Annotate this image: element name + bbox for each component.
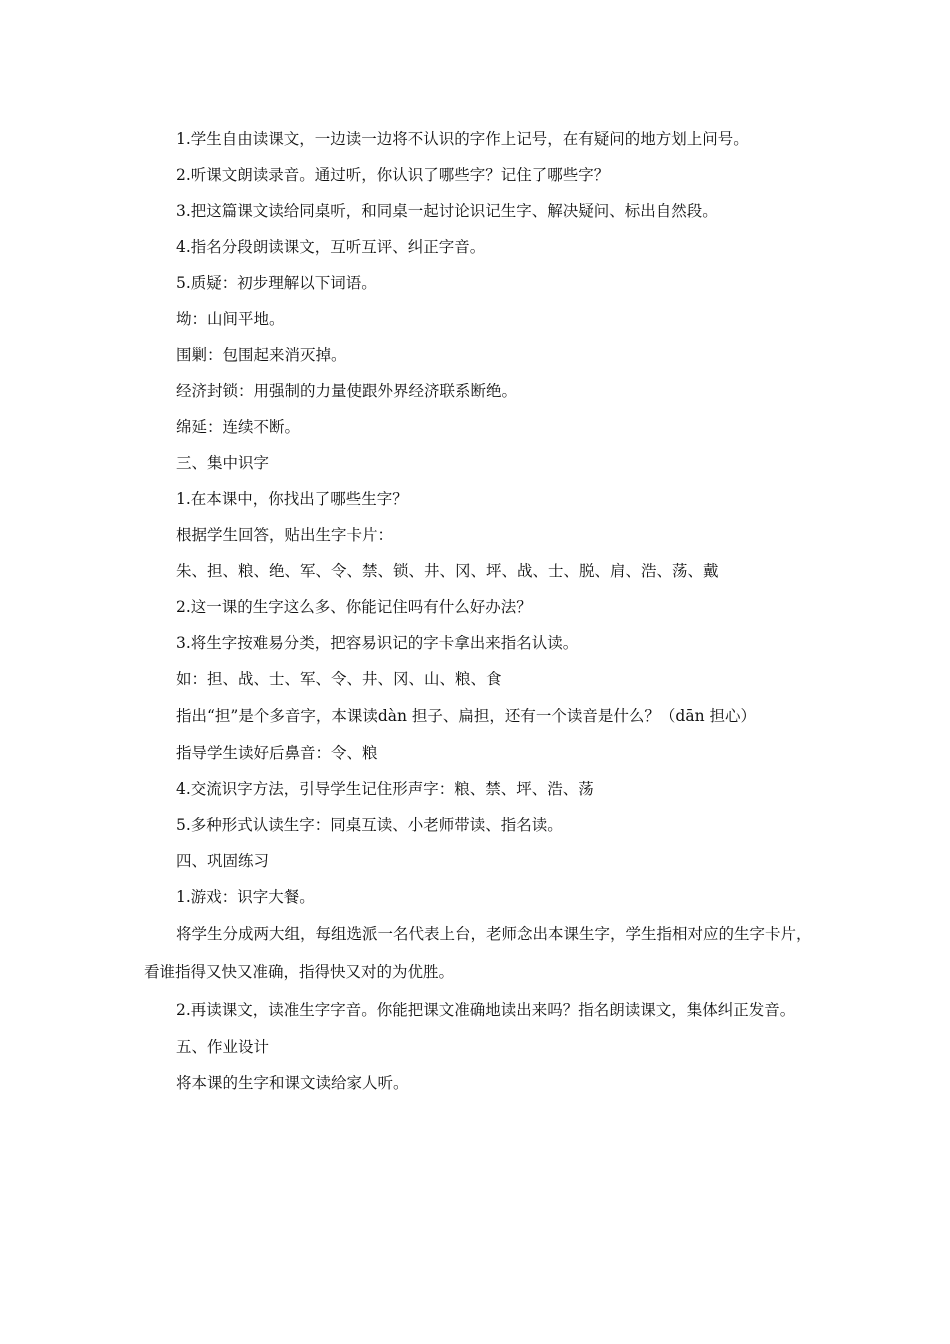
vocab-item: 绵延：连续不断。 xyxy=(176,418,301,436)
vocab-item: 坳：山间平地。 xyxy=(176,310,285,328)
vocab-item: 经济封锁：用强制的力量使跟外界经济联系断绝。 xyxy=(176,382,518,400)
paragraph-step-5: 5.多种形式认读生字：同桌互读、小老师带读、指名读。 xyxy=(176,816,563,834)
paragraph-game-rules: 将学生分成两大组，每组选派一名代表上台，老师念出本课生字，学生指相对应的生字卡片，看谁指得又快又准确，指得快又对的为优胜。 xyxy=(144,925,812,981)
section-heading: 四、巩固练习 xyxy=(176,852,270,870)
paragraph-step-2: 2.这一课的生字这么多、你能记住吗有什么好办法？ xyxy=(176,598,532,616)
paragraph-step-3: 3.把这篇课文读给同桌听，和同桌一起讨论识记生字、解决疑问、标出自然段。 xyxy=(176,202,718,220)
paragraph-text: 根据学生回答，贴出生字卡片： xyxy=(176,526,394,544)
paragraph-step-1: 1.学生自由读课文，一边读一边将不认识的字作上记号，在有疑问的地方划上问号。 xyxy=(176,130,749,148)
paragraph-step-5: 5.质疑：初步理解以下词语。 xyxy=(176,274,377,292)
paragraph-step-1: 1.在本课中，你找出了哪些生字？ xyxy=(176,490,408,508)
character-list: 如：担、战、士、军、令、井、冈、山、粮、食 xyxy=(176,670,502,688)
paragraph-step-2: 2.听课文朗读录音。通过听，你认识了哪些字？记住了哪些字？ xyxy=(176,166,610,184)
paragraph-homework: 将本课的生字和课文读给家人听。 xyxy=(176,1074,409,1092)
section-heading: 五、作业设计 xyxy=(176,1038,270,1056)
character-list: 朱、担、粮、绝、军、令、禁、锁、井、冈、坪、战、士、脱、肩、浩、荡、戴 xyxy=(176,562,719,580)
document-body xyxy=(144,121,812,1101)
paragraph-polyphone: 指出“担”是个多音字，本课读dàn 担子、扁担，还有一个读音是什么？（dān 担心） xyxy=(176,707,756,725)
paragraph-text: 指导学生读好后鼻音：令、粮 xyxy=(176,744,378,762)
section-heading: 三、集中识字 xyxy=(176,454,270,472)
paragraph-step-4: 4.指名分段朗读课文，互听互评、纠正字音。 xyxy=(176,238,486,256)
paragraph-step-1: 1.游戏：识字大餐。 xyxy=(176,888,315,906)
paragraph-step-4: 4.交流识字方法，引导学生记住形声字：粮、禁、坪、浩、荡 xyxy=(176,780,594,798)
paragraph-step-2: 2.再读课文，读准生字字音。你能把课文准确地读出来吗？指名朗读课文，集体纠正发音。 xyxy=(176,1001,796,1019)
paragraph-step-3: 3.将生字按难易分类，把容易识记的字卡拿出来指名认读。 xyxy=(176,634,579,652)
vocab-item: 围剿：包围起来消灭掉。 xyxy=(176,346,347,364)
